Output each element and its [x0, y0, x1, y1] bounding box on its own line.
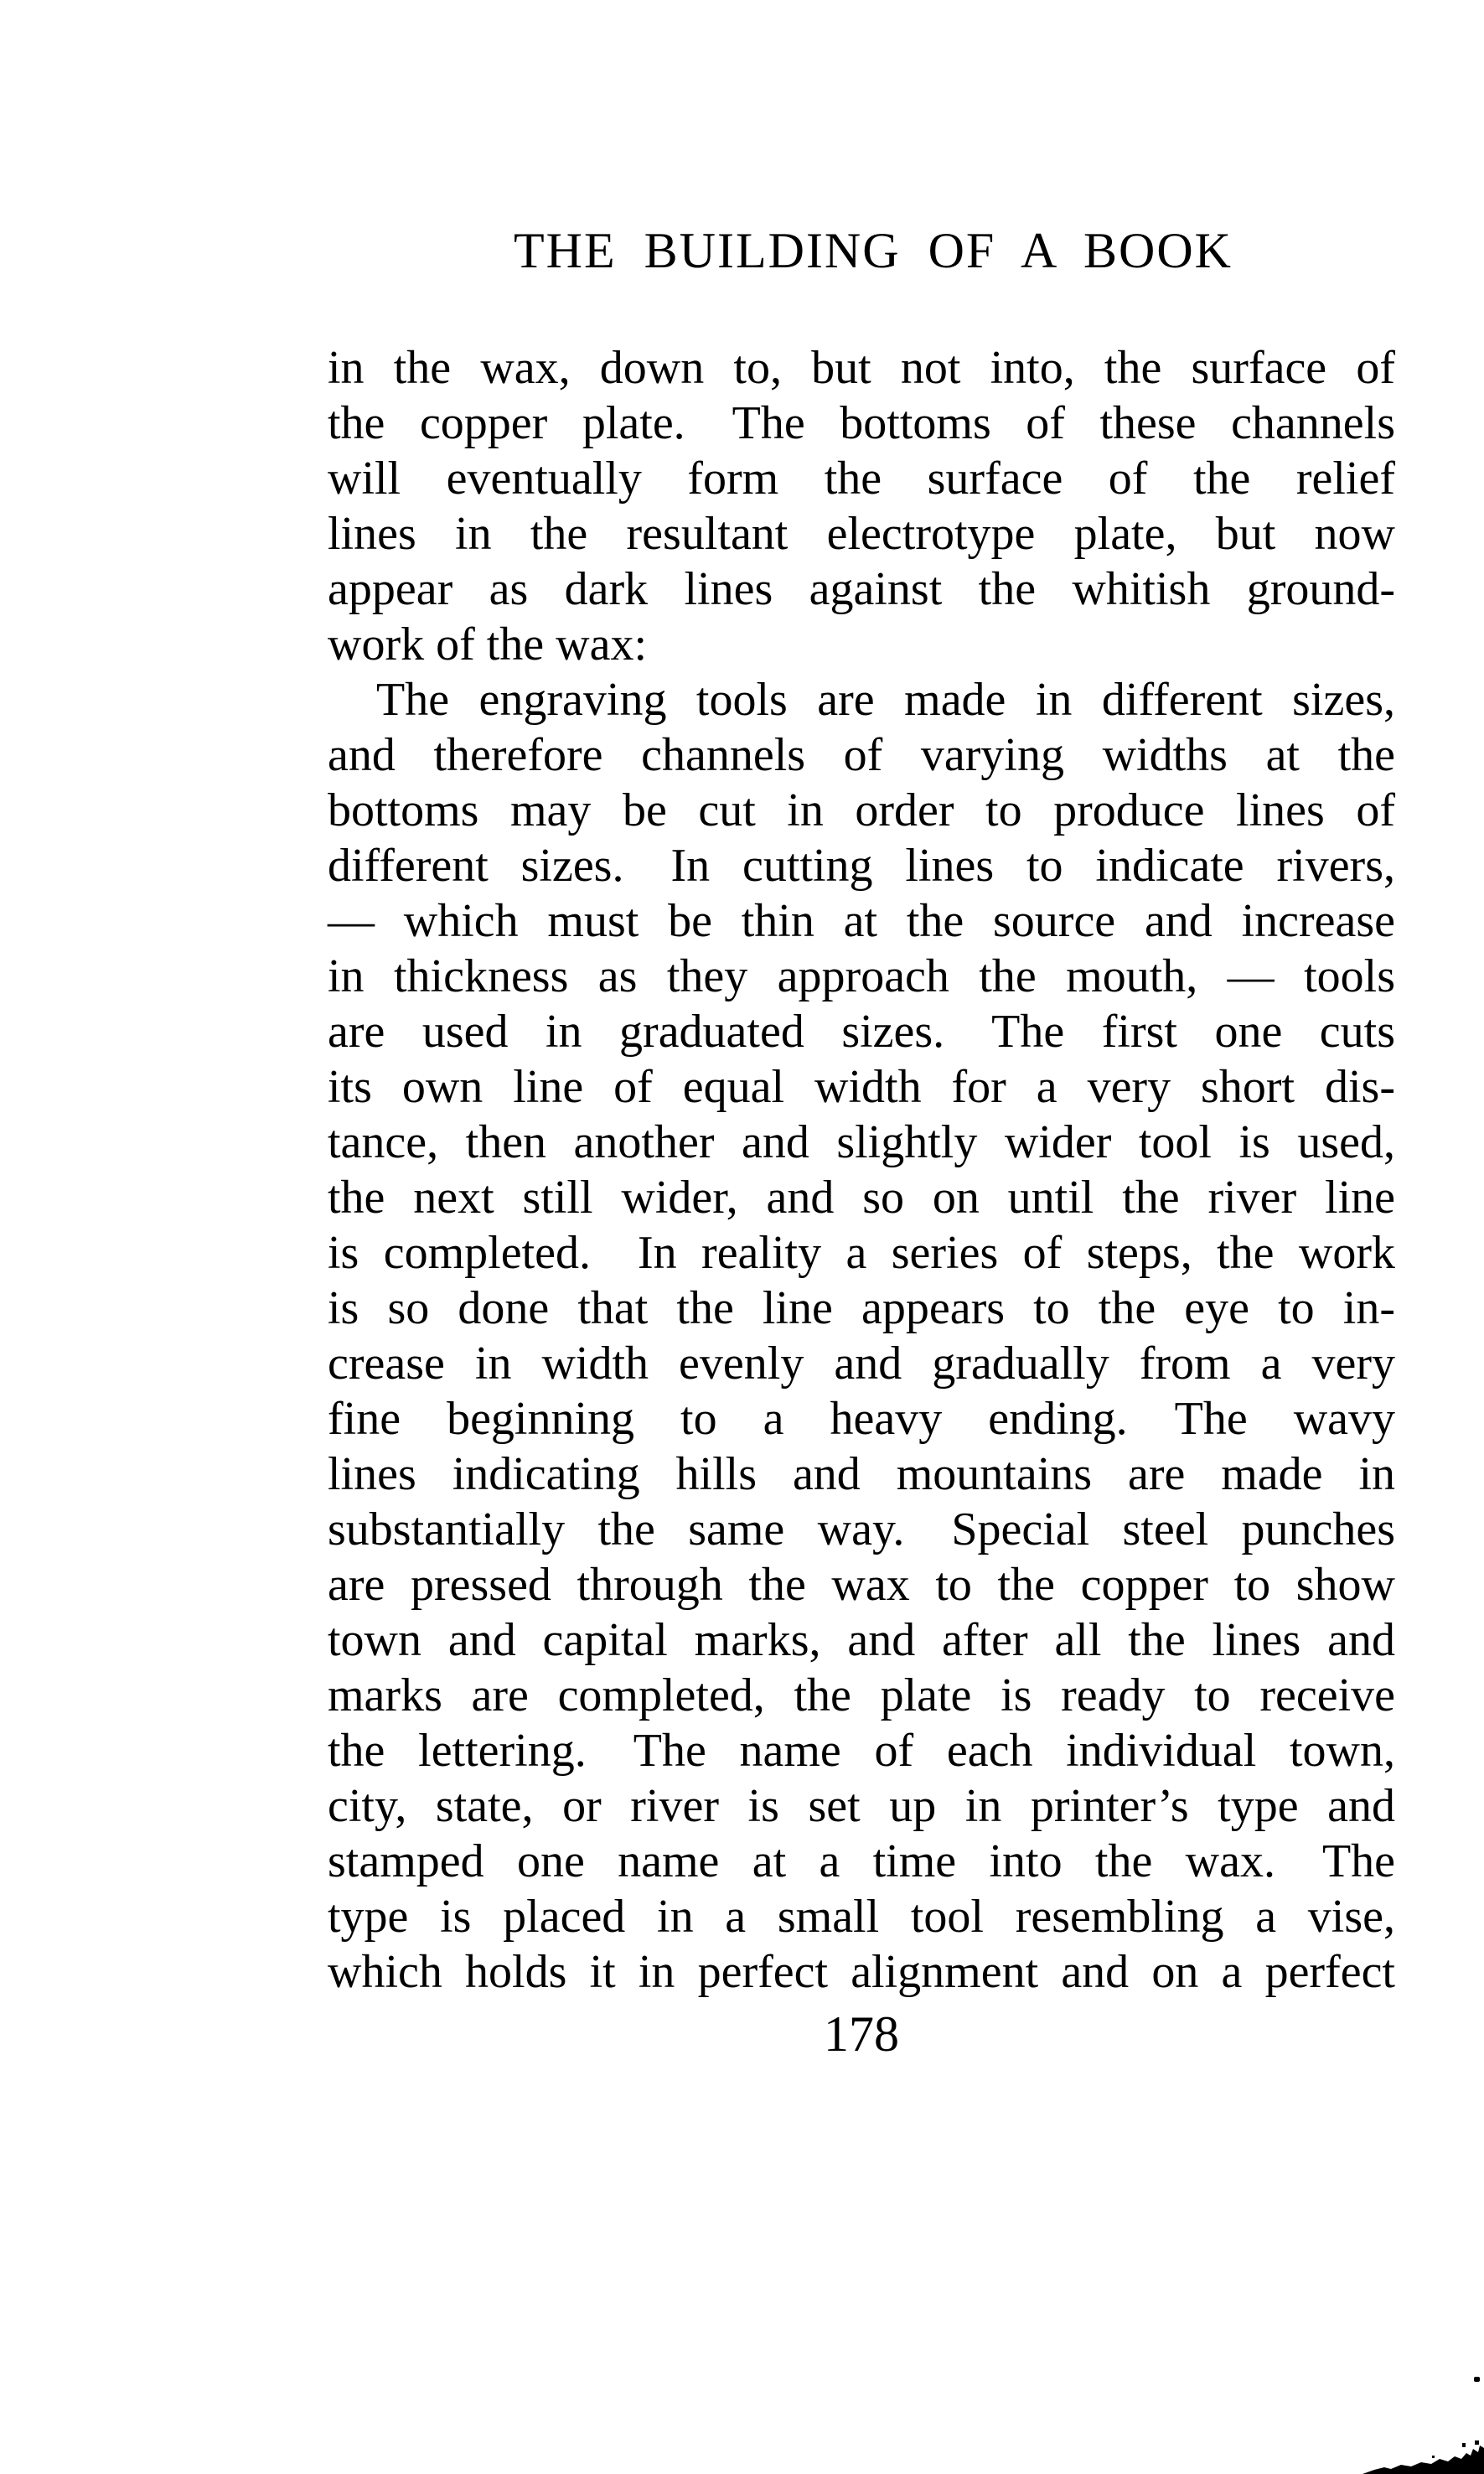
text-line: the copper plate. The bottoms of these channels: [328, 397, 1395, 449]
text-line: stamped one name at a time into the wax. The: [328, 1835, 1395, 1887]
text-line: lines in the resultant electrotype plate, but now: [328, 508, 1395, 560]
text-line: will eventually form the surface of the relief: [328, 453, 1395, 505]
text-line: is completed. In reality a series of steps, the work: [328, 1227, 1395, 1279]
text-line: bottoms may be cut in order to produce lines of: [328, 784, 1395, 836]
text-line: and therefore channels of varying widths at the: [328, 729, 1395, 781]
text-line: fine beginning to a heavy ending. The wavy: [328, 1393, 1395, 1445]
text-line: city, state, or river is set up in printer’s type and: [328, 1780, 1395, 1832]
text-line: tance, then another and slightly wider tool is used,: [328, 1116, 1395, 1168]
text-line: are pressed through the wax to the copper to show: [328, 1559, 1395, 1611]
page-number: 178: [824, 2006, 899, 2062]
text-line: different sizes. In cutting lines to indicate rivers,: [328, 840, 1395, 892]
text-line: in the wax, down to, but not into, the surface of: [328, 342, 1395, 394]
ink-speck: [1474, 2377, 1480, 2382]
text-line: work of the wax:: [328, 618, 648, 670]
text-line: — which must be thin at the source and increase: [328, 895, 1395, 947]
text-line: The engraving tools are made in different sizes,: [376, 674, 1395, 726]
text-line: are used in graduated sizes. The first one cuts: [328, 1006, 1395, 1058]
text-line: substantially the same way. Special steel punches: [328, 1504, 1395, 1555]
text-line: its own line of equal width for a very short dis-: [328, 1061, 1395, 1113]
text-line: is so done that the line appears to the eye to in-: [328, 1282, 1395, 1334]
running-head: THE BUILDING OF A BOOK: [514, 223, 1233, 278]
text-line: crease in width evenly and gradually from a very: [328, 1338, 1395, 1390]
text-line: the next still wider, and so on until the river line: [328, 1172, 1395, 1224]
scan-smudge-bottom-right: [1358, 2434, 1484, 2474]
text-line: appear as dark lines against the whitish ground-: [328, 563, 1395, 615]
text-line: which holds it in perfect alignment and on a perfect: [328, 1946, 1395, 1998]
body-text: [328, 340, 1395, 2000]
text-line: in thickness as they approach the mouth, — tools: [328, 950, 1395, 1002]
text-line: marks are completed, the plate is ready to receive: [328, 1669, 1395, 1721]
text-line: lines indicating hills and mountains are made in: [328, 1448, 1395, 1500]
text-line: the lettering. The name of each individual town,: [328, 1725, 1395, 1777]
text-line: type is placed in a small tool resembling a vise,: [328, 1891, 1395, 1943]
text-line: town and capital marks, and after all the lines and: [328, 1614, 1395, 1666]
